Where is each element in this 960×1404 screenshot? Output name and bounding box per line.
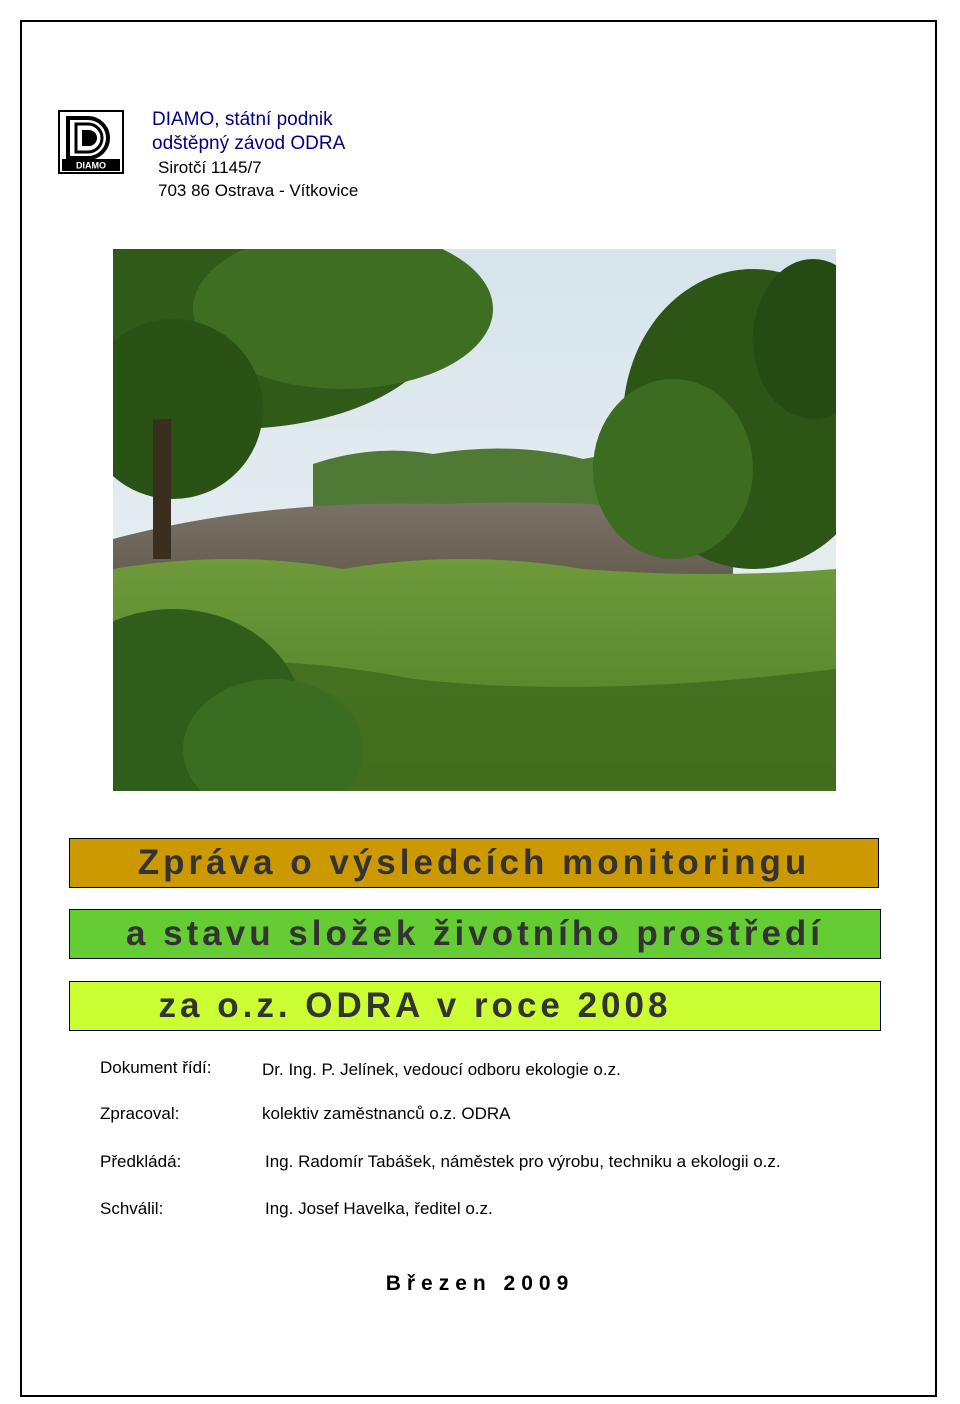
- title-band-3: [69, 981, 881, 1031]
- title-line-2: a stavu složek životního prostředí: [125, 914, 825, 953]
- meta-label-submitted: Předkládá:: [100, 1152, 182, 1171]
- diamo-logo: [58, 110, 124, 174]
- title-line-1: Zpráva o výsledcích monitoringu: [137, 843, 811, 882]
- branch-name: odštěpný závod ODRA: [152, 133, 346, 154]
- meta-value-submitted: Ing. Radomír Tabášek, náměstek pro výrobu, techniku a ekologii o.z.: [265, 1152, 781, 1171]
- report-date: Březen 2009: [385, 1272, 575, 1295]
- logo-text: DIAMO: [76, 160, 106, 171]
- company-header: [152, 108, 358, 202]
- company-name: DIAMO, státní podnik: [152, 109, 333, 130]
- meta-label-prepared: Zpracoval:: [100, 1104, 180, 1123]
- meta-value-prepared: kolektiv zaměstnanců o.z. ODRA: [262, 1104, 511, 1123]
- city-address: 703 86 Ostrava - Vítkovice: [158, 181, 359, 200]
- title-band-1: [69, 838, 879, 888]
- title-band-2: [69, 909, 881, 959]
- meta-value-approved: Ing. Josef Havelka, ředitel o.z.: [265, 1199, 493, 1218]
- meta-label-responsible: Dokument řídí:: [100, 1058, 212, 1077]
- meta-value-responsible: Dr. Ing. P. Jelínek, vedoucí odboru ekologie o.z.: [262, 1060, 621, 1079]
- street-address: Sirotčí 1145/7: [158, 158, 262, 177]
- title-line-3: za o.z. ODRA v roce 2008: [158, 986, 672, 1025]
- meta-label-approved: Schválil:: [100, 1199, 164, 1218]
- landscape-photo: [113, 249, 836, 791]
